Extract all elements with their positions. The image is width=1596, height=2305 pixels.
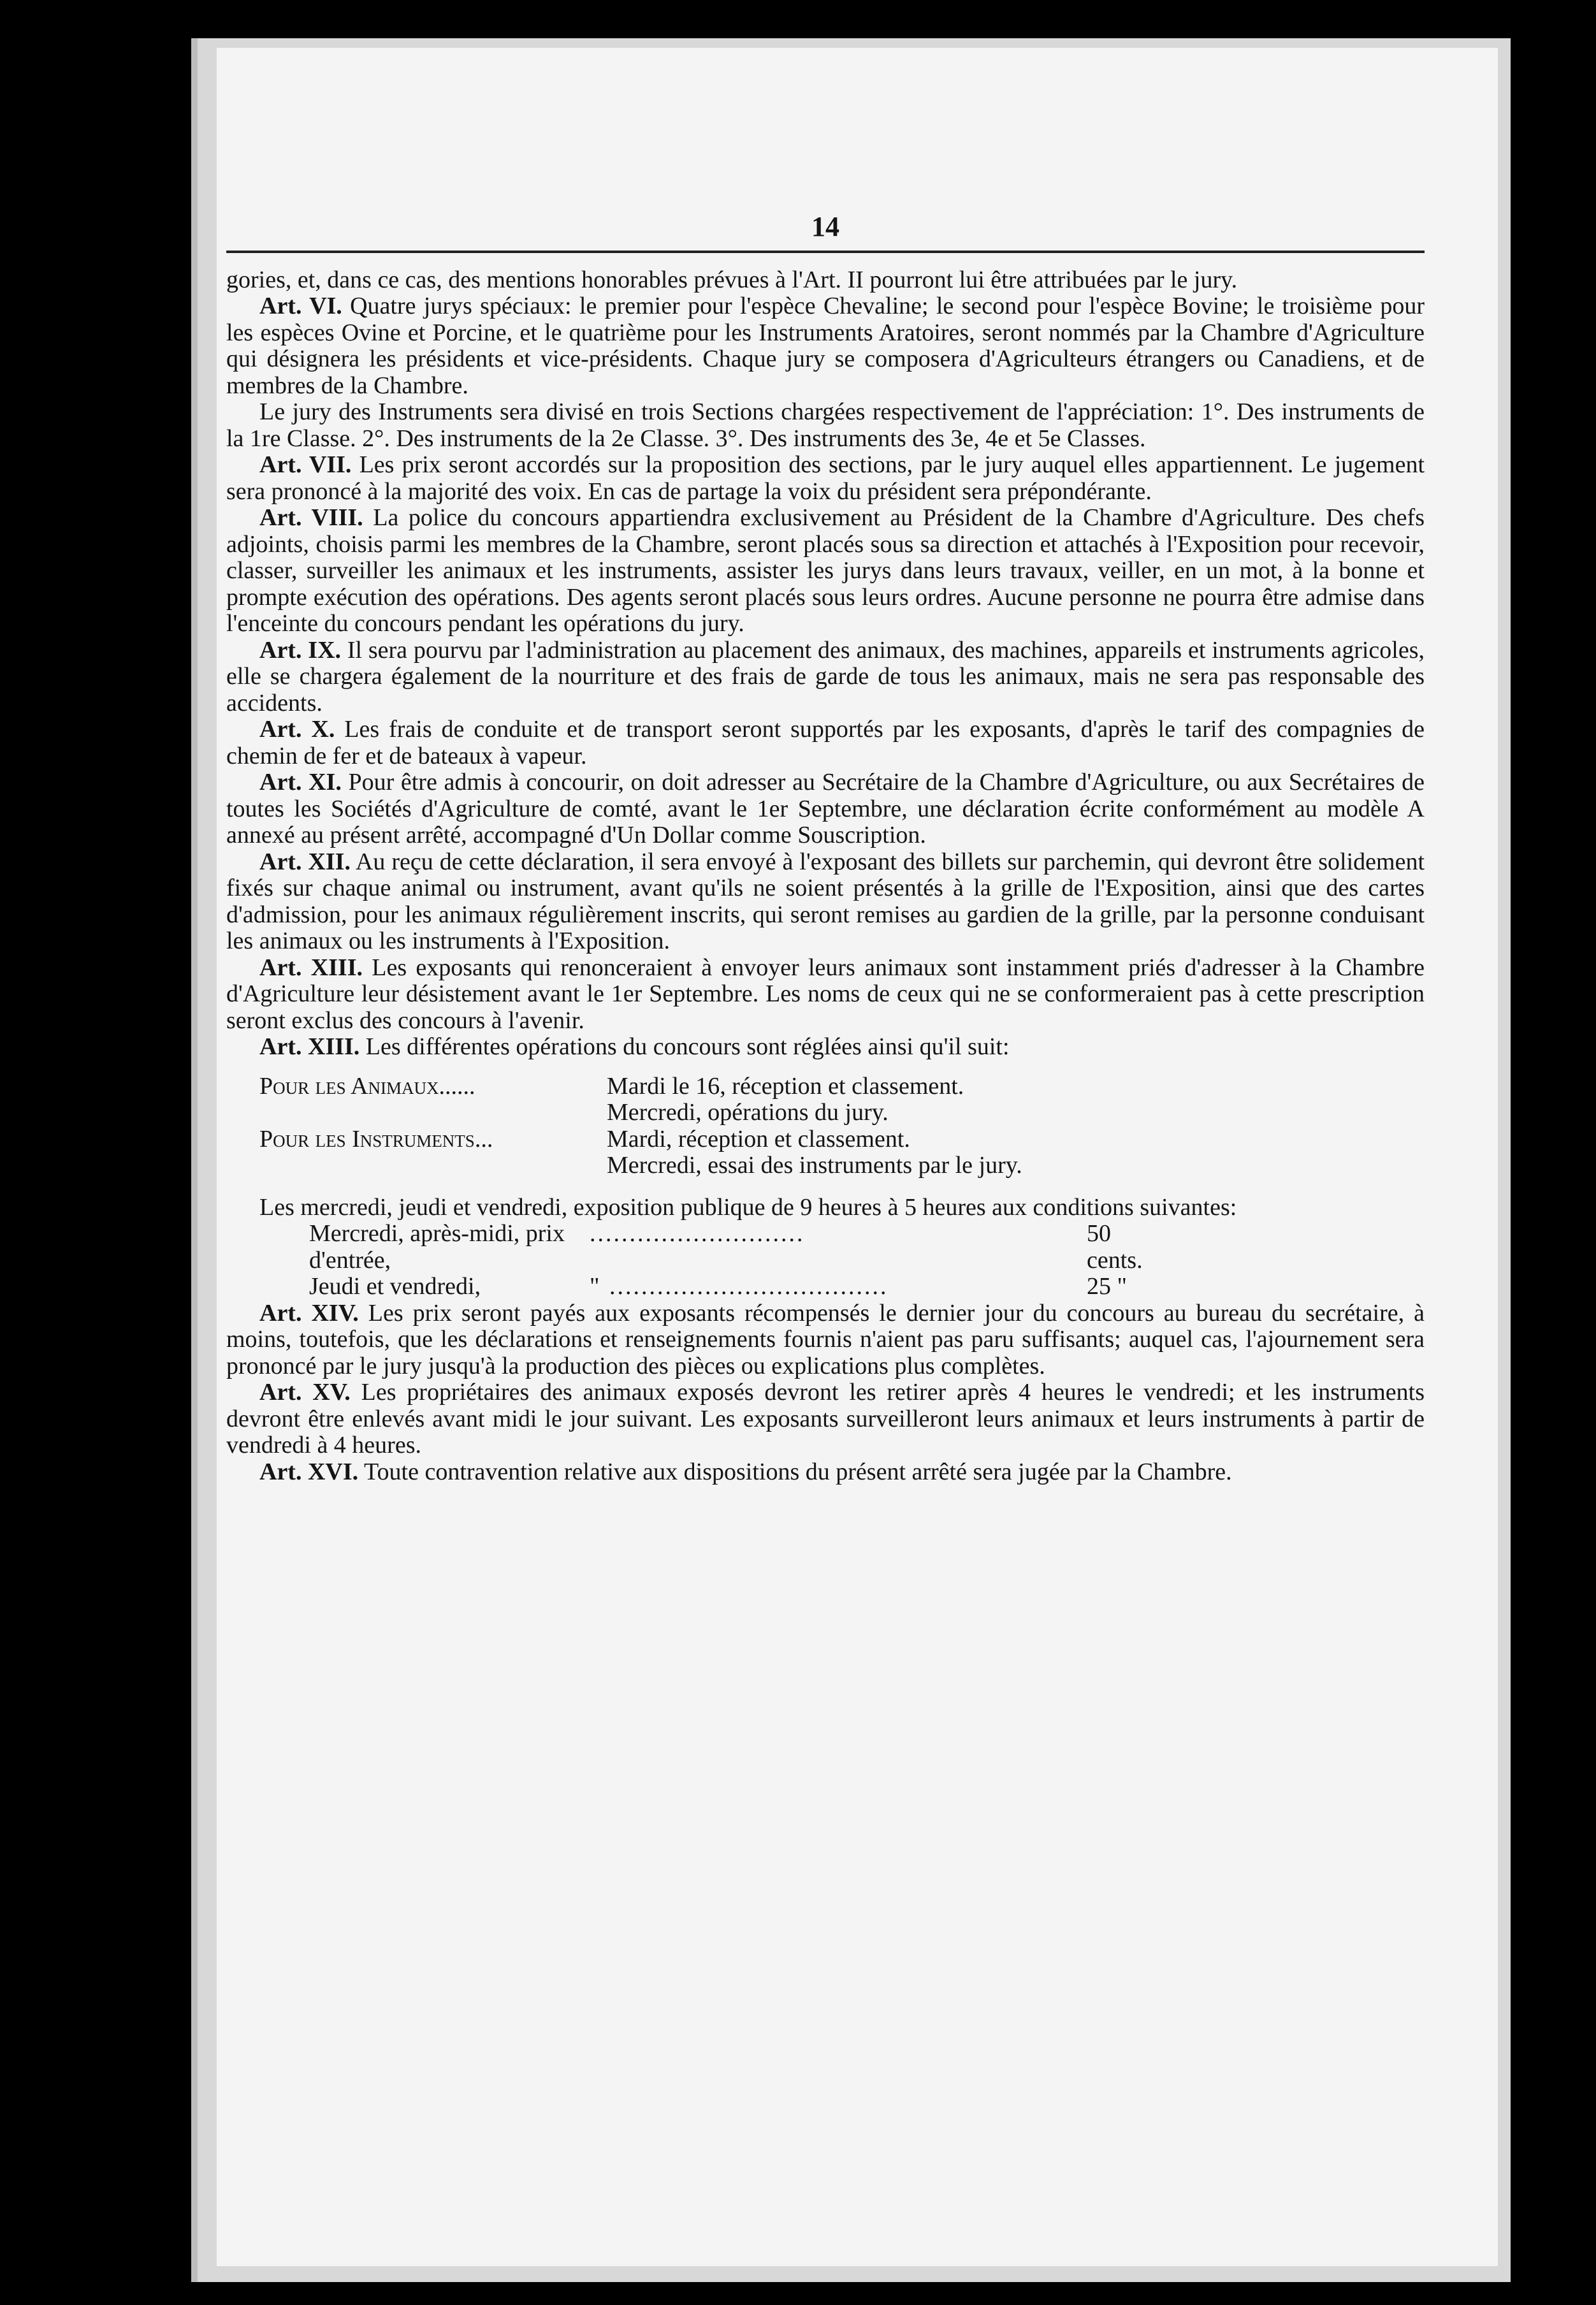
fee-row: Mercredi, après-midi, prix d'entrée, ........................... 50 cents. [309, 1220, 1143, 1274]
page-number: 14 [811, 211, 839, 242]
schedule-line: Mercredi, opérations du jury. [607, 1099, 889, 1126]
paragraph: gories, et, dans ce cas, des mentions honorables prévues à l'Art. II pourront lui être attribuées par le jury. [226, 266, 1238, 293]
paragraph-art-xii: Art. XII. Au reçu de cette déclaration, il sera envoyé à l'exposant des billets sur parchemin, qui devront être solidement fixés sur chaque animal ou instrument, avant qu'ils ne soient présentés à la grille de l'Exposition, ainsi que des cartes d'admission, pour les animaux régulièrement inscrits, qui seront remises au gardien de la grille, par la personne conduisant les animaux ou les instruments à l'Exposition. [226, 848, 1425, 954]
paragraph-art-xv: Art. XV. Les propriétaires des animaux exposés devront les retirer après 4 heures le vendredi; et les instruments devront être enlevés avant midi le jour suivant. Les exposants surveilleront leurs animaux et leurs instruments à partir de vendredi à 4 heures. [226, 1379, 1425, 1458]
schedule-line: Mardi, réception et classement. [607, 1125, 910, 1152]
paragraph-art-xvi: Art. XVI. Toute contravention relative aux dispositions du présent arrêté sera jugée par la Chambre. [259, 1458, 1232, 1485]
operations-schedule [226, 1073, 1425, 1179]
paragraph-art-ix: Art. IX. Il sera pourvu par l'administration au placement des animaux, des machines, appareils et instruments agricoles, elle se chargera également de la nourriture et des frais de garde de tous les animaux, mais ne sera pas responsable des accidents. [226, 636, 1425, 716]
paragraph-art-vi: Art. VI. Quatre jurys spéciaux: le premier pour l'espèce Chevaline; le second pour l'espèce Bovine; le troisième pour les espèces Ovine et Porcine, et le quatrième pour les Instruments Aratoires, seront nommés par la Chambre d'Agriculture qui désignera les présidents et vice-présidents. Chaque jury se composera d'Agriculteurs étrangers ou Canadiens, et de membres de la Chambre. [226, 293, 1425, 399]
paragraph-art-x: Art. X. Les frais de conduite et de transport seront supportés par les exposants, d'après le tarif des compagnies de chemin de fer et de bateaux à vapeur. [226, 716, 1425, 769]
paragraph-art-xiii-a: Art. XIII. Les exposants qui renonceraient à envoyer leurs animaux sont instamment priés d'adresser à la Chambre d'Agriculture leur désistement avant le 1er Septembre. Les noms de ceux qui ne se conformeraient pas à cette prescription seront exclus des concours à l'avenir. [226, 954, 1425, 1034]
exposition-intro: Les mercredi, jeudi et vendredi, exposition publique de 9 heures à 5 heures aux conditions suivantes: [259, 1193, 1237, 1221]
schedule-label: Pour les Animaux [259, 1072, 439, 1100]
paragraph-art-xiv: Art. XIV. Les prix seront payés aux exposants récompensés le dernier jour du concours au bureau du secrétaire, à moins, toutefois, que les déclarations et renseignements fournis n'aient pas paru suffisants; auquel cas, l'ajournement sera prononcé par le jury jusqu'à la production des pièces ou explications plus complètes. [226, 1299, 1425, 1379]
header-rule [226, 251, 1425, 253]
paragraph-art-viii: Art. VIII. La police du concours appartiendra exclusivement au Président de la Chambre d'Agriculture. Des chefs adjoints, choisis parmi les membres de la Chambre, seront placés sous sa direction et attachés à l'Exposition pour recevoir, classer, surveiller les animaux et les instruments, assister les jurys dans leurs travaux, veiller, en un mot, à la bonne et prompte exécution des opérations. Des agents seront placés sous leurs ordres. Aucune personne ne pourra être admise dans l'enceinte du concours pendant les opérations du jury. [226, 504, 1425, 637]
schedule-row-animaux: Pour les Animaux...... Mardi le 16, réception et classement. Mercredi, opérations du jury. [259, 1072, 964, 1126]
paragraph-art-xi: Art. XI. Pour être admis à concourir, on doit adresser au Secrétaire de la Chambre d'Agriculture, ou aux Secrétaires de toutes les Sociétés d'Agriculture de comté, avant le 1er Septembre, une déclaration écrite conformément au modèle A annexé au présent arrêté, accompagné d'Un Dollar comme Souscription. [226, 769, 1425, 848]
paragraph-art-vii: Art. VII. Les prix seront accordés sur la proposition des sections, par le jury auquel elles appartiennent. Le jugement sera prononcé à la majorité des voix. En cas de partage la voix du président sera prépondérante. [226, 451, 1425, 505]
schedule-line: Mardi le 16, réception et classement. [607, 1072, 964, 1100]
schedule-row-instruments: Pour les Instruments... Mardi, réception et classement. Mercredi, essai des instruments par le jury. [259, 1125, 1022, 1179]
fee-row: Jeudi et vendredi, " ................................... 25 " [309, 1273, 1128, 1300]
schedule-line: Mercredi, essai des instruments par le jury. [607, 1152, 1022, 1179]
entry-fees [309, 1221, 1170, 1300]
document-body [226, 211, 1425, 1485]
paragraph-jury-sections: Le jury des Instruments sera divisé en trois Sections chargées respectivement de l'appréciation: 1°. Des instruments de la 1re Classe. 2°. Des instruments de la 2e Classe. 3°. Des instruments des 3e, 4e et 5e Classes. [226, 398, 1425, 452]
schedule-label: Pour les Instruments [259, 1125, 475, 1152]
paragraph-art-xiii-b: Art. XIII. Les différentes opérations du concours sont réglées ainsi qu'il suit: [259, 1033, 1010, 1060]
